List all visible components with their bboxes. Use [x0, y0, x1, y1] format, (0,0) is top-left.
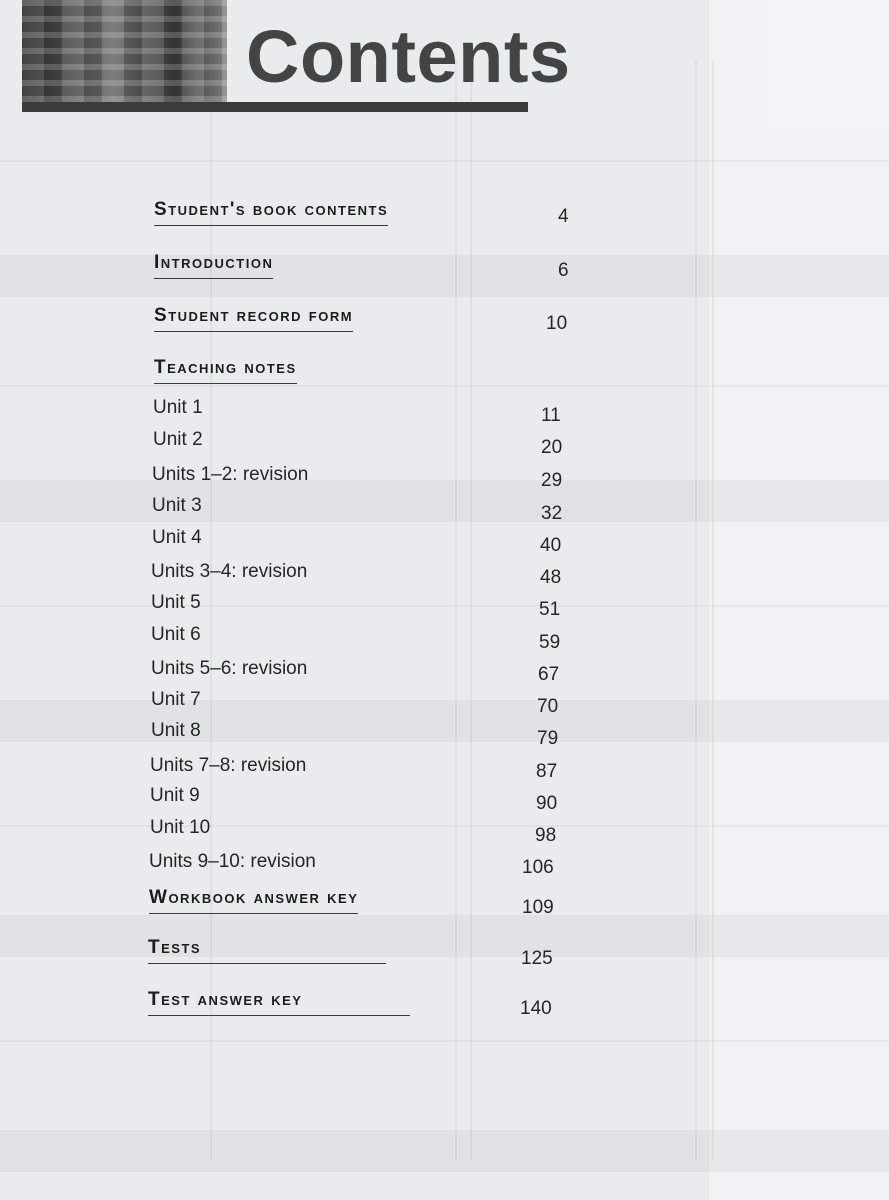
page-number: 67 — [538, 664, 560, 685]
page-number: 6 — [558, 260, 569, 281]
unit-revision-entry: Units 1–2: revision — [152, 464, 309, 485]
page-number: 140 — [520, 998, 552, 1019]
unit-entry: Unit 2 — [153, 429, 203, 450]
unit-entry: Unit 9 — [150, 785, 200, 806]
page-number: 48 — [540, 567, 562, 588]
page-number: 70 — [537, 696, 559, 717]
header-rule — [22, 102, 528, 112]
unit-entry: Unit 7 — [151, 689, 201, 710]
section-test-answer-key: Test answer key — [148, 989, 410, 1016]
page-number: 98 — [535, 825, 557, 846]
unit-entry: Unit 1 — [153, 397, 203, 418]
page-number: 20 — [541, 437, 563, 458]
page-title: Contents — [246, 15, 571, 98]
unit-revision-entry: Units 5–6: revision — [151, 658, 308, 679]
unit-entry: Unit 5 — [151, 592, 201, 613]
section-student-record-form: Student record form — [154, 305, 353, 332]
section-teaching-notes: Teaching notes — [154, 357, 297, 384]
page-number: 125 — [521, 948, 553, 969]
page-number: 4 — [558, 206, 569, 227]
unit-revision-entry: Units 3–4: revision — [151, 561, 308, 582]
page-number: 90 — [536, 793, 558, 814]
unit-revision-entry: Units 9–10: revision — [149, 851, 316, 872]
page-number: 59 — [539, 632, 561, 653]
unit-revision-entry: Units 7–8: revision — [150, 755, 307, 776]
header-photo — [22, 0, 227, 104]
page-number: 11 — [541, 405, 561, 426]
page-number: 109 — [522, 897, 554, 918]
section-introduction: Introduction — [154, 252, 273, 279]
section-tests: Tests — [148, 937, 386, 964]
page-number: 87 — [536, 761, 558, 782]
page-number: 40 — [540, 535, 562, 556]
page-number: 51 — [539, 599, 561, 620]
page-number: 10 — [546, 313, 568, 334]
unit-entry: Unit 3 — [152, 495, 202, 516]
unit-entry: Unit 8 — [151, 720, 201, 741]
page-number: 79 — [537, 728, 559, 749]
unit-entry: Unit 10 — [150, 817, 211, 838]
unit-entry: Unit 6 — [151, 624, 201, 645]
section-workbook-answer-key: Workbook answer key — [149, 887, 358, 914]
page-number: 29 — [541, 470, 563, 491]
page-number: 32 — [541, 503, 563, 524]
page-number: 106 — [522, 857, 554, 878]
unit-entry: Unit 4 — [152, 527, 202, 548]
section-students-book-contents: Student's book contents — [154, 199, 388, 226]
